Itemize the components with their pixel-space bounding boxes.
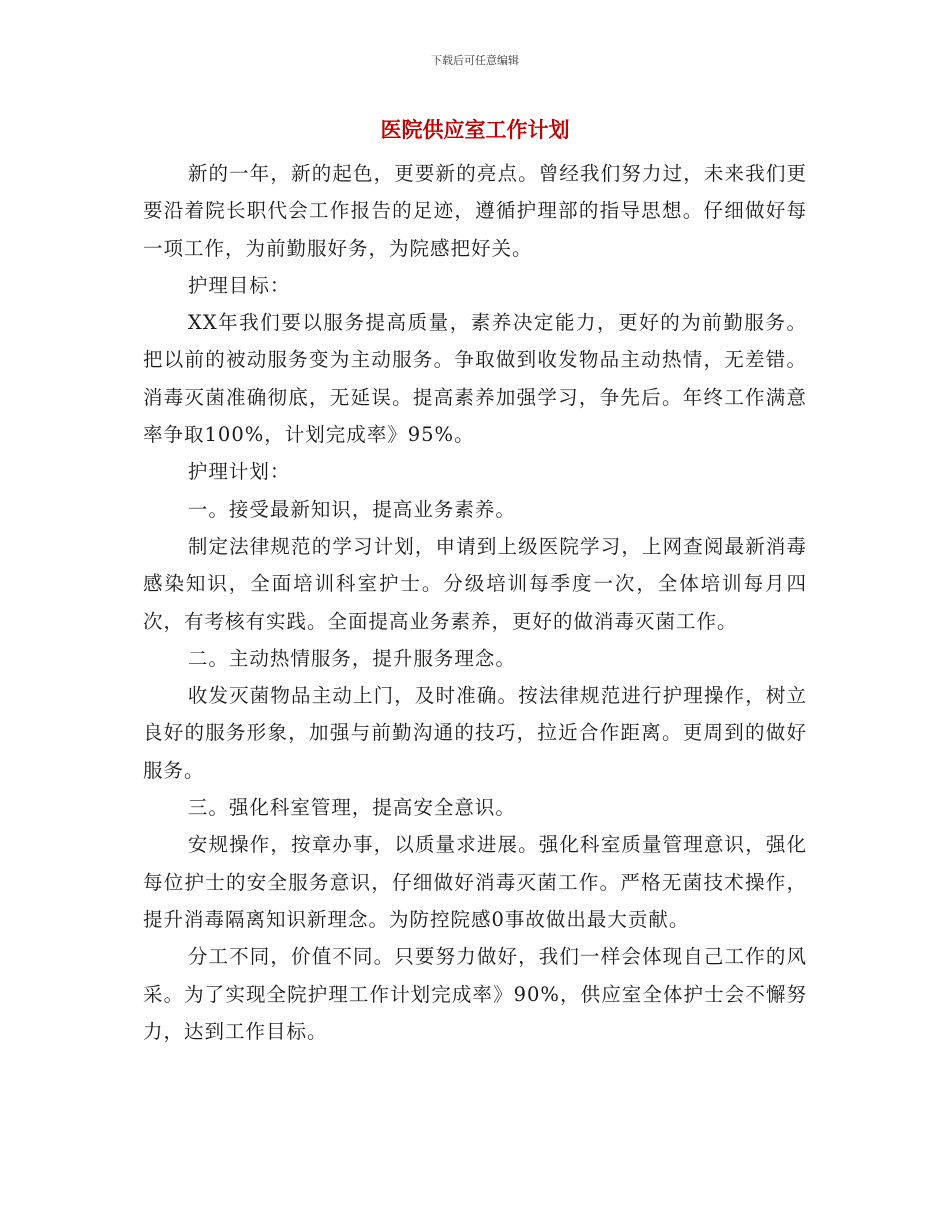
plan-item-2-heading: 二。主动热情服务，提升服务理念。 <box>187 646 516 670</box>
header-note: 下载后可任意编辑 <box>431 54 519 67</box>
document-body <box>143 155 807 1050</box>
plan-item-1-heading: 一。接受最新知识，提高业务素养。 <box>187 497 516 521</box>
plan-item-1-body: 制定法律规范的学习计划，申请到上级医院学习，上网查阅最新消毒感染知识，全面培训科室护士。分级培训每季度一次，全体培训每月四次，有考核有实践。全面提高业务素养，更好的做消毒灭菌工作。 <box>143 534 807 633</box>
plan-item-2-body: 收发灭菌物品主动上门，及时准确。按法律规范进行护理操作，树立良好的服务形象，加强与前勤沟通的技巧，拉近合作距离。更周到的做好服务。 <box>143 684 807 782</box>
paragraph-conclusion: 分工不同，价值不同。只要努力做好，我们一样会体现自己工作的风采。为了实现全院护理工作计划完成率》90%，供应室全体护士会不懈努力，达到工作目标。 <box>143 945 807 1043</box>
document-title: 医院供应室工作计划 <box>380 118 570 142</box>
plan-item-3-heading: 三。强化科室管理，提高安全意识。 <box>187 796 516 820</box>
paragraph-goals: XX年我们要以服务提高质量，素养决定能力，更好的为前勤服务。把以前的被动服务变为主动服务。争取做到收发物品主动热情，无差错。消毒灭菌准确彻底，无延误。提高素养加强学习，争先后。年终工作满意率争取100%，计划完成率》95%。 <box>143 311 807 447</box>
plan-item-3-body: 安规操作，按章办事，以质量求进展。强化科室质量管理意识，强化每位护士的安全服务意识，仔细做好消毒灭菌工作。严格无菌技术操作，提升消毒隔离知识新理念。为防控院感0事故做出最大贡献。 <box>143 833 807 931</box>
heading-nursing-goals: 护理目标： <box>187 273 291 297</box>
heading-nursing-plan: 护理计划： <box>187 460 291 484</box>
paragraph-intro: 新的一年，新的起色，更要新的亮点。曾经我们努力过，未来我们更要沿着院长职代会工作报告的足迹，遵循护理部的指导思想。仔细做好每一项工作，为前勤服好务，为院感把好关。 <box>143 162 807 260</box>
